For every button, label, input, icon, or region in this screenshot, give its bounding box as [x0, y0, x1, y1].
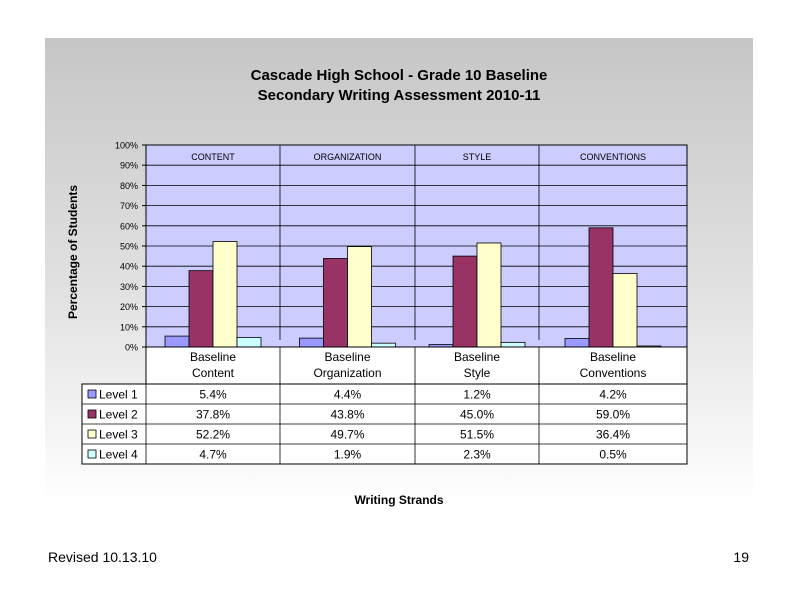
y-tick-label: 100%	[114, 140, 138, 151]
bar	[453, 256, 477, 347]
data-label: 43.8%	[330, 407, 365, 422]
bar	[213, 242, 237, 347]
bar	[237, 338, 261, 347]
category-label: Baseline	[324, 350, 371, 364]
y-tick-label: 20%	[119, 302, 138, 313]
category-label: Content	[191, 366, 235, 380]
bar	[189, 271, 213, 347]
y-tick-label: 50%	[119, 241, 138, 252]
legend-swatch	[88, 430, 96, 438]
y-tick-label: 90%	[119, 160, 138, 171]
legend-label: Level 1	[99, 387, 138, 402]
strand-label: STYLE	[462, 152, 492, 162]
x-axis-label: Writing Strands	[354, 493, 444, 507]
bar	[348, 247, 372, 347]
y-tick-label: 10%	[119, 322, 138, 333]
y-tick-label: 40%	[119, 261, 138, 272]
legend-swatch	[88, 410, 96, 418]
bar	[589, 228, 613, 347]
y-tick-label: 80%	[119, 180, 138, 191]
data-label: 59.0%	[595, 407, 631, 422]
page-number: 19	[733, 549, 749, 565]
legend-swatch	[88, 450, 96, 458]
y-tick-label: 30%	[119, 281, 138, 292]
data-label: 5.4%	[199, 387, 227, 402]
legend-swatch	[88, 390, 96, 398]
data-label: 52.2%	[195, 427, 231, 442]
y-tick-label: 70%	[119, 201, 138, 212]
data-label: 37.8%	[195, 407, 231, 422]
data-label: 4.2%	[599, 387, 627, 402]
data-label: 45.0%	[459, 407, 495, 422]
bar	[477, 243, 501, 347]
data-label: 49.7%	[330, 427, 365, 442]
chart-title-line-2: Secondary Writing Assessment 2010-11	[257, 87, 541, 104]
data-label: 2.3%	[463, 447, 491, 462]
data-label: 1.9%	[333, 447, 362, 462]
bar	[324, 259, 348, 347]
data-label: 4.4%	[333, 387, 362, 402]
data-label: 36.4%	[595, 427, 631, 442]
bar	[372, 343, 396, 347]
y-tick-label: 60%	[119, 221, 138, 232]
legend-label: Level 2	[99, 407, 138, 422]
category-label: Conventions	[579, 366, 647, 380]
strand-label: CONTENT	[191, 152, 235, 162]
revised-date: Revised 10.13.10	[48, 549, 157, 565]
data-label: 0.5%	[599, 447, 627, 462]
category-label: Baseline	[189, 350, 237, 364]
data-label: 4.7%	[199, 447, 227, 462]
strand-label: CONVENTIONS	[579, 152, 647, 162]
category-label: Style	[463, 366, 491, 380]
legend-label: Level 3	[99, 427, 138, 442]
bar	[565, 339, 589, 347]
data-label: 51.5%	[459, 427, 495, 442]
bar	[501, 342, 525, 347]
category-label: Organization	[313, 366, 382, 380]
legend-label: Level 4	[99, 447, 138, 462]
y-axis-label: Percentage of Students	[66, 184, 80, 320]
category-label: Baseline	[453, 350, 501, 364]
bar	[165, 336, 189, 347]
y-tick-label: 0%	[124, 342, 138, 353]
chart-title-line-1: Cascade High School - Grade 10 Baseline	[250, 67, 548, 84]
category-label: Baseline	[589, 350, 637, 364]
strand-label: ORGANIZATION	[313, 152, 382, 162]
bar	[613, 273, 637, 347]
data-label: 1.2%	[463, 387, 491, 402]
bar	[300, 338, 324, 347]
